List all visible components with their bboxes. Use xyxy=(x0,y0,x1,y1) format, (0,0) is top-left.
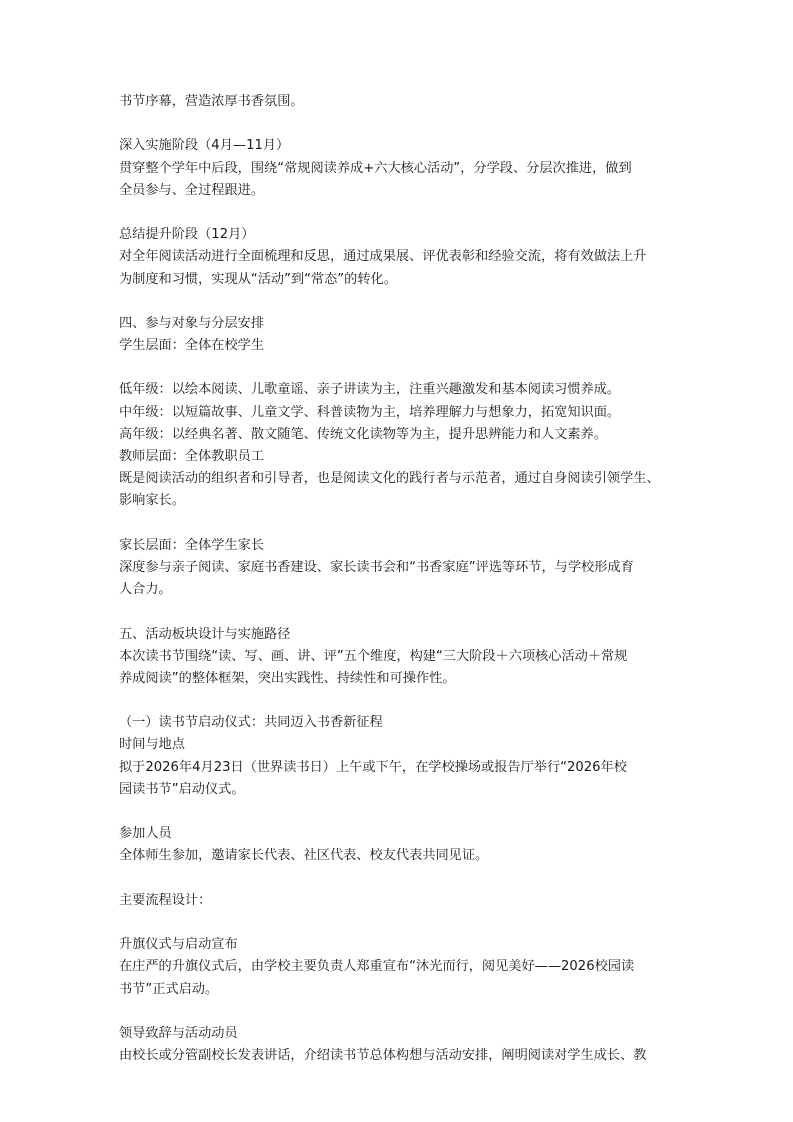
text-line: 家长层面：全体学生家长 xyxy=(119,537,265,553)
blank-line xyxy=(119,1001,679,1023)
text-line: 总结提升阶段（12月） xyxy=(119,227,255,243)
text-line: 领导致辞与活动动员 xyxy=(119,1025,238,1041)
text-line: （一）读书节启动仪式：共同迈入书香新征程 xyxy=(119,715,383,731)
text-line: 五、活动板块设计与实施路径 xyxy=(119,626,291,642)
text-line: 为制度和习惯，实现从“活动”到“常态”的转化。 xyxy=(119,271,397,287)
text-line: 养成阅读”的整体框架，突出实践性、持续性和可操作性。 xyxy=(119,670,456,686)
blank-line xyxy=(119,690,679,712)
blank-line xyxy=(119,513,679,535)
text-line: 书节序幕，营造浓厚书香氛围。 xyxy=(119,94,304,109)
text-line: 主要流程设计： xyxy=(119,892,212,908)
text-line: 深入实施阶段（4月—11月） xyxy=(119,138,290,154)
blank-line xyxy=(119,291,679,313)
text-line: 深度参与亲子阅读、家庭书香建设、家长读书会和“书香家庭”评选等环节，与学校形成育 xyxy=(119,559,634,575)
blank-line xyxy=(119,801,679,823)
text-line: 参加人员 xyxy=(119,826,172,842)
text-line: 本次读书节围绕“读、写、画、讲、评”五个维度，构建“三大阶段＋六项核心活动＋常规 xyxy=(119,648,628,664)
text-line: 全体师生参加，邀请家长代表、社区代表、校友代表共同见证。 xyxy=(119,848,489,864)
text-line: 影响家长。 xyxy=(119,493,185,509)
blank-line xyxy=(119,113,679,135)
text-line: 贯穿整个学年中后段，围绕“常规阅读养成+六大核心活动”，分学段、分层次推进，做到 xyxy=(119,160,632,176)
text-line: 拟于2026年4月23日（世界读书日）上午或下午，在学校操场或报告厅举行“2026年校 xyxy=(119,759,627,775)
blank-line xyxy=(119,912,679,934)
text-line: 人合力。 xyxy=(119,582,172,598)
text-line: 教师层面：全体教职员工 xyxy=(119,449,265,464)
text-line: 四、参与对象与分层安排 xyxy=(119,315,265,331)
text-line: 既是阅读活动的组织者和引导者，也是阅读文化的践行者与示范者，通过自身阅读引领学生、 xyxy=(119,471,660,487)
text-line: 低年级：以绘本阅读、儿歌童谣、亲子讲读为主，注重兴趣激发和基本阅读习惯养成。 xyxy=(119,382,621,398)
text-line: 在庄严的升旗仪式后，由学校主要负责人郑重宣布“沐光而行，阅见美好——2026校园读 xyxy=(119,959,635,975)
blank-line xyxy=(119,202,679,224)
text-line: 对全年阅读活动进行全面梳理和反思，通过成果展、评优表彰和经验交流，将有效做法上升 xyxy=(119,249,647,265)
document-body xyxy=(119,91,679,1067)
text-line: 书节”正式启动。 xyxy=(119,981,219,997)
blank-line xyxy=(119,601,679,623)
text-line: 高年级：以经典名著、散文随笔、传统文化读物等为主，提升思辨能力和人文素养。 xyxy=(119,426,607,442)
text-line: 全员参与、全过程跟进。 xyxy=(119,182,265,198)
blank-line xyxy=(119,357,679,379)
text-line: 时间与地点 xyxy=(119,737,185,753)
text-line: 由校长或分管副校长发表讲话，介绍读书节总体构想与活动安排，阐明阅读对学生成长、教 xyxy=(119,1048,647,1064)
text-line: 园读书节”启动仪式。 xyxy=(119,781,245,797)
text-line: 中年级：以短篇故事、儿童文学、科普读物为主，培养理解力与想象力，拓宽知识面。 xyxy=(119,404,621,420)
text-line: 升旗仪式与启动宣布 xyxy=(119,937,238,953)
text-line: 学生层面：全体在校学生 xyxy=(119,338,265,354)
blank-line xyxy=(119,868,679,890)
